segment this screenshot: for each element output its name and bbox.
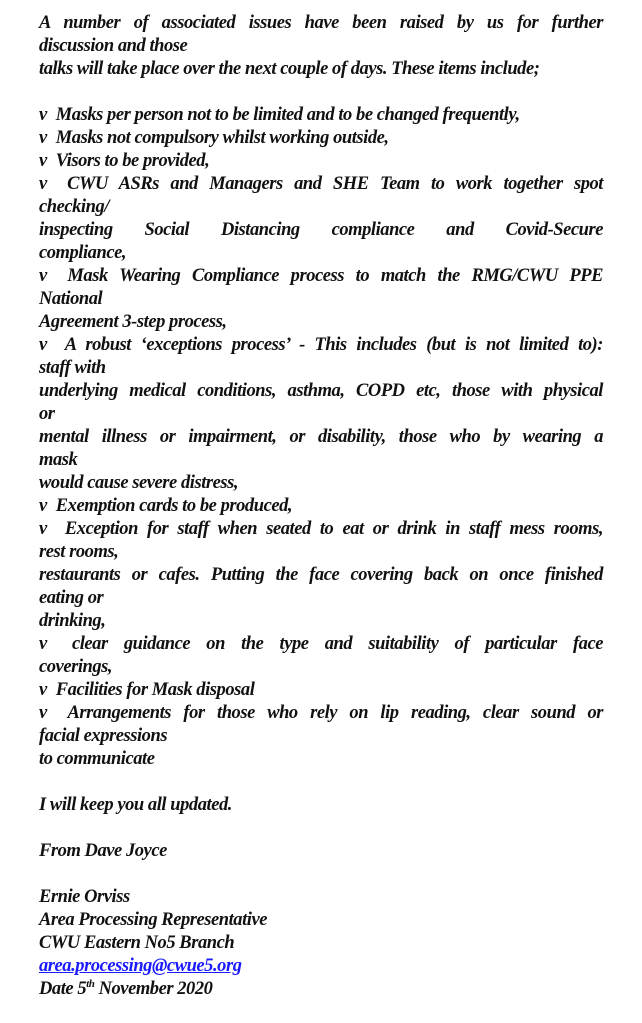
list-item-continuation: compliance, (39, 243, 127, 263)
signature-name: Ernie Orviss (39, 887, 130, 907)
list-item-continuation: facial expressions (39, 726, 168, 746)
list-item-continuation: National (39, 289, 103, 309)
list-item-continuation: Agreement 3-step process, (39, 312, 227, 332)
intro-line: talks will take place over the next couple of days. These items include; (39, 59, 540, 79)
bullet-icon: v (39, 266, 47, 286)
list-item-continuation: eating or (39, 588, 104, 608)
bullet-icon: v (39, 151, 47, 171)
list-item-continuation: drinking, (39, 611, 106, 631)
signature-email-line (39, 955, 603, 978)
list-item-continuation: mask (39, 450, 78, 470)
list-item-continuation: staff with (39, 358, 106, 378)
signature-title: Area Processing Representative (39, 910, 268, 930)
list-item: v Visors to be provided, (39, 151, 210, 171)
list-item: v Arrangements for those who rely on lip reading, clear sound or (39, 703, 603, 723)
list-item: v Exemption cards to be produced, (39, 496, 293, 516)
list-item: v clear guidance on the type and suitability of particular face (39, 634, 603, 654)
list-item-continuation: restaurants or cafes. Putting the face covering back on once finished (39, 565, 603, 585)
from-text: From Dave Joyce (39, 841, 167, 861)
list-item-continuation: inspecting Social Distancing compliance and Covid-Secure (39, 220, 603, 240)
intro-line: discussion and those (39, 36, 188, 56)
list-item-continuation: coverings, (39, 657, 113, 677)
bullet-icon: v (39, 128, 47, 148)
list-item-continuation: would cause severe distress, (39, 473, 239, 493)
list-item-continuation: checking/ (39, 197, 109, 217)
signature-branch: CWU Eastern No5 Branch (39, 933, 235, 953)
list-item: v Masks per person not to be limited and to be changed frequently, (39, 105, 520, 125)
blank-line (39, 81, 603, 104)
list-item-continuation: or (39, 404, 55, 424)
list-item-continuation: underlying medical conditions, asthma, COPD etc, those with physical (39, 381, 603, 401)
bullet-icon: v (39, 703, 47, 723)
list-item-continuation: to communicate (39, 749, 155, 769)
list-item: v Mask Wearing Compliance process to match the RMG/CWU PPE (39, 266, 603, 286)
signature-date: Date 5th November 2020 (39, 978, 213, 999)
date-ordinal: th (86, 978, 95, 990)
email-link[interactable]: area.processing@cwue5.org (39, 956, 242, 976)
closing-text: I will keep you all updated. (39, 795, 232, 815)
blank-line (39, 771, 603, 794)
list-item-continuation: mental illness or impairment, or disability, those who by wearing a (39, 427, 603, 447)
bullet-icon: v (39, 496, 47, 516)
bullet-icon: v (39, 680, 47, 700)
intro-line: A number of associated issues have been raised by us for further (39, 13, 603, 33)
list-item-continuation: rest rooms, (39, 542, 119, 562)
list-item: v Exception for staff when seated to eat or drink in staff mess rooms, (39, 519, 603, 539)
bullet-icon: v (39, 105, 47, 125)
list-item: v CWU ASRs and Managers and SHE Team to work together spot (39, 174, 603, 194)
bullet-icon: v (39, 634, 47, 654)
list-item: v Facilities for Mask disposal (39, 680, 255, 700)
bullet-icon: v (39, 174, 47, 194)
bullet-icon: v (39, 519, 47, 539)
bullet-icon: v (39, 335, 47, 355)
blank-line (39, 817, 603, 840)
document-page (39, 12, 603, 1001)
list-item: v A robust ‘exceptions process’ - This includes (but is not limited to): (39, 335, 603, 355)
list-item: v Masks not compulsory whilst working outside, (39, 128, 389, 148)
blank-line (39, 863, 603, 886)
